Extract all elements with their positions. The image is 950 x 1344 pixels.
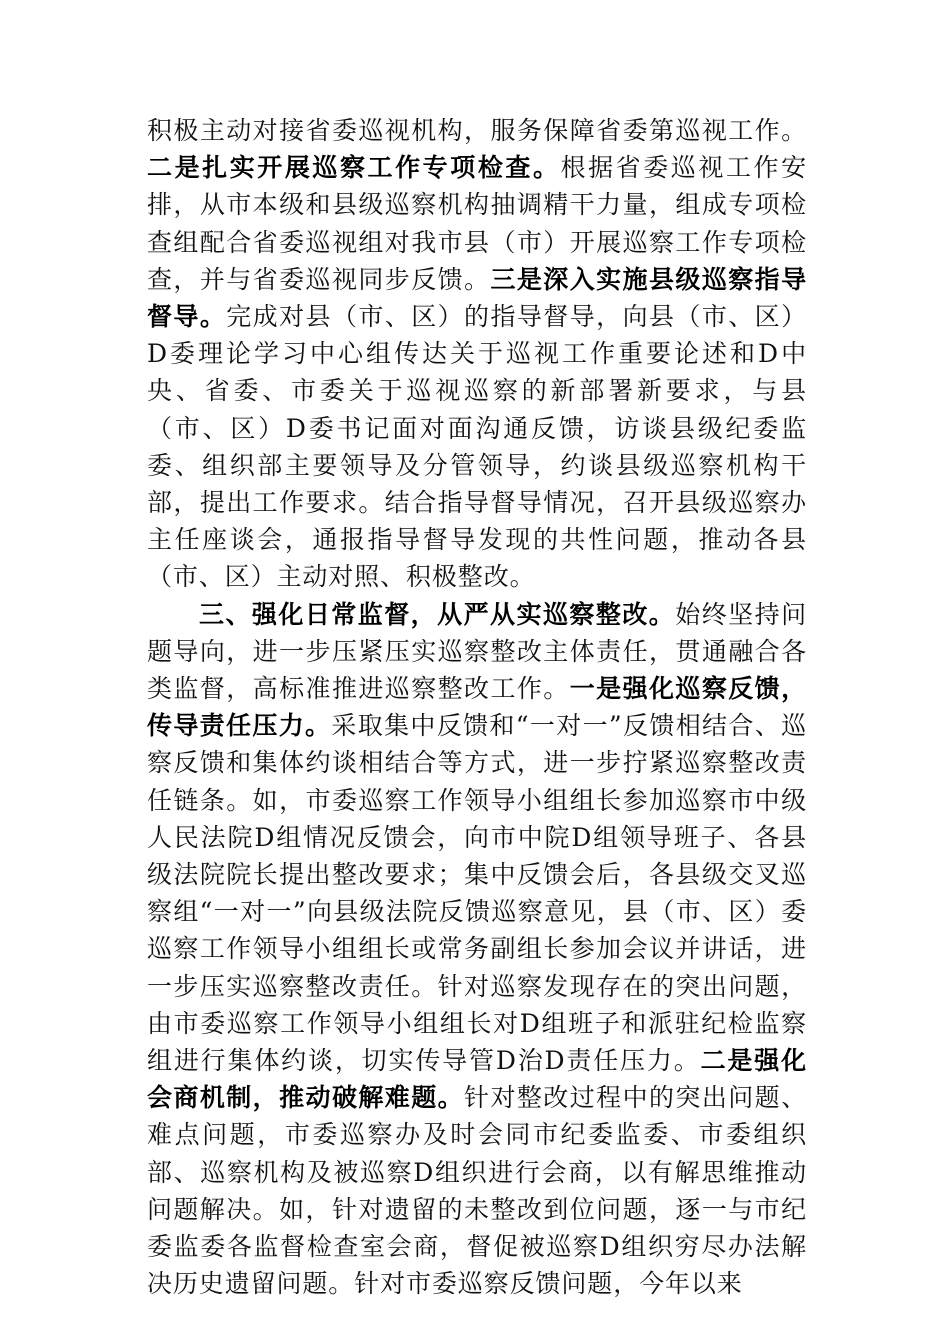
paragraph-2-text-2: 采取集中反馈和“一对一”反馈相结合、巡察反馈和集体约谈相结合等方式，进一步拧紧巡察整改责任链条。如，市委巡察工作领导小组组长参加巡察市中级人民法院D组情况反馈会，向市中院D组领导班子、各县级法院院长提出整改要求；集中反馈会后，各县级交叉巡察组“一对一”向县级法院反馈巡察意见，县（市、区）委巡察工作领导小组组长或常务副组长参加会议并讲话，进一步压实巡察整改责任。针对巡察发现存在的突出问题，由市委巡察工作领导小组组长对D组班子和派驻纪检监察组进行集体约谈，切实传导管D治D责任压力。: [147, 711, 807, 1076]
paragraph-1-text-1: 积极主动对接省委巡视机构，服务保障省委第巡视工作。: [147, 116, 807, 145]
paragraph-2-text-3: 针对整改过程中的突出问题、难点问题，市委巡察办及时会同市纪委监委、市委组织部、巡察机构及被巡察D组织进行会商，以有解思维推动问题解决。如，针对遗留的未整改到位问题，逐一与市纪委监委各监督检查室会商，督促被巡察D组织穷尽办法解决历史遗留问题。针对市委巡察反馈问题，今年以来: [147, 1083, 807, 1299]
paragraph-1: [147, 112, 807, 596]
paragraph-1-heading-3: 三是深入实施县级巡察指导督导。: [147, 264, 807, 332]
paragraph-2-heading-2: 二是强化会商机制，推动破解难题。: [147, 1046, 807, 1113]
paragraph-2-heading-1: 一是强化巡察反馈，传导责任压力。: [147, 674, 807, 741]
document-body: [147, 112, 807, 1303]
paragraph-2-text-1: 始终坚持问题导向，进一步压紧压实巡察整改主体责任，贯通融合各类监督，高标准推进巡察整改工作。: [147, 599, 807, 704]
section-heading-3: 三、强化日常监督，从严从实巡察整改。: [199, 599, 676, 629]
paragraph-1-text-2: 根据省委巡视工作安排，从市本级和县级巡察机构抽调精干力量，组成专项检查组配合省委巡视组对我市县（市）开展巡察工作专项检查，并与省委巡视同步反馈。: [147, 153, 807, 294]
paragraph-1-heading-2: 二是扎实开展巡察工作专项检查。: [147, 153, 561, 183]
paragraph-2: [147, 596, 807, 1303]
paragraph-1-text-3: 完成对县（市、区）的指导督导，向县（市、区）D委理论学习中心组传达关于巡视工作重要论述和D中央、省委、市委关于巡视巡察的新部署新要求，与县（市、区）D委书记面对面沟通反馈，访谈县级纪委监委、组织部主要领导及分管领导，约谈县级巡察机构干部，提出工作要求。结合指导督导情况，召开县级巡察办主任座谈会，通报指导督导发现的共性问题，推动各县（市、区）主动对照、积极整改。: [147, 302, 807, 592]
